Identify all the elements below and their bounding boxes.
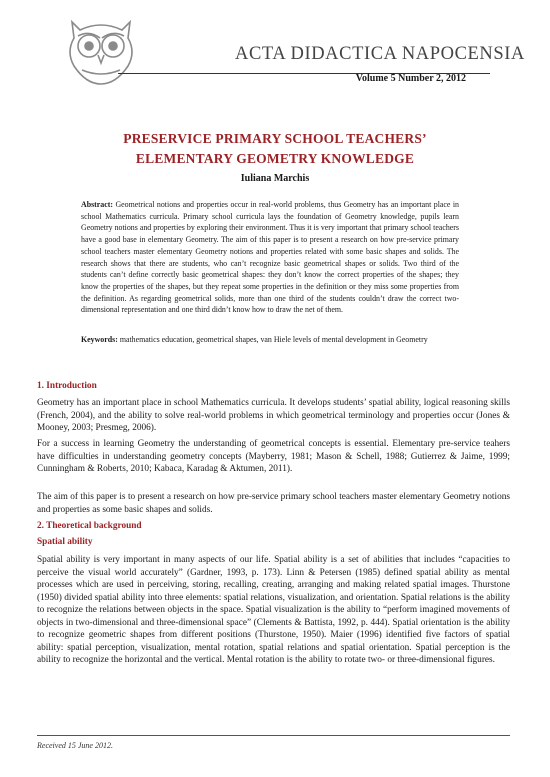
intro-paragraph-2: For a success in learning Geometry the understanding of geometrical concepts is essential. Elementary pre-service teahers have difficulties in understanding geometry concepts (Mayberry, 1981; Mason & Schell, 1988; Gutierrez & Jaime, 1999; Cunningham & Roberts, 2010; Kabaca, Karadag & Aktumen, 2011).	[37, 439, 510, 474]
intro-paragraph-1: Geometry has an important place in school Mathematics curricula. It develops students’ spatial ability, logical reasoning skills (French, 2004), and the ability to solve real-world problems in which geometrical terminology and properties occur (Jones & Mooney, 2003; Presmeg, 2006).	[37, 398, 510, 433]
keywords-label: Keywords:	[81, 335, 118, 344]
article-title-line1: PRESERVICE PRIMARY SCHOOL TEACHERS’	[123, 131, 427, 146]
author-name: Iuliana Marchis	[240, 173, 310, 184]
spatial-paragraph: Spatial ability is very important in many aspects of our life. Spatial ability is a set of abilities that includes “capacities to perceive the visual world accurately” (Gardner, 1993, p. 173). Linn & Petersen (1985) defined spatial ability as mental processes which are used in perceiving, storing, recalling, creating, arranging and making related spatial images. Thurstone (1950) divided spatial ability into three elements: spatial relations, visualization, and orientation. Spatial relations is the ability to recognize the relations between objects in the space. Spatial visualization is the ability to “perform imagined movements of objects in two-dimensional and three-dimensional space” (Clements & Battista, 1992, p. 444). Spatial orientation is the ability to recognize geometric shapes from different positions (Thurstone, 1950). Maier (1996) identified five factors of spatial ability: spatial perception, visualization, mental rotation, spatial relations and spatial orientation. Spatial perception is the ability to recognize the horizontal and the vertical. Mental rotation is the ability to rotate two- or three-dimensional figures.	[37, 555, 510, 665]
keywords	[81, 334, 459, 346]
subsection-heading-spatial: Spatial ability	[37, 537, 93, 547]
abstract-text: Geometrical notions and properties occur in real-world problems, thus Geometry has an important place in school Mathematics curricula. Primary school curricula lays the foundation of Geometry knowledge, pupils learn Geometry notions and properties by exploring their environment. Thus it is very important that primary school teachers have a good base in elementary Geometry. The aim of this paper is to present a research on how pre-service primary school teachers master elementary Geometry notions and properties related with some basic shapes and solids. The research shows that there are students, who can’t recognize basic geometrical shapes or solids. Two third of the students can’t define correctly basic geometrical shapes: they don’t know the correct properties of the shapes; they know the properties of the shapes, but they repeat some properties in the definition or they miss some properties from the definition. As regarding geometrical solids, more than one third of the students couldn’t draw the correct two-dimensional representation and one third didn’t know how to draw the net of them.	[81, 200, 459, 315]
intro-paragraph-3: The aim of this paper is to present a research on how pre-service primary school teachers master elementary Geometry notions and properties as some basic shapes and solids.	[37, 492, 510, 515]
footer-rule	[37, 735, 510, 736]
section-heading-theory: 2. Theoretical background	[37, 521, 142, 531]
article-title-line2: ELEMENTARY GEOMETRY KNOWLEDGE	[135, 151, 415, 166]
volume-info: Volume 5 Number 2, 2012	[355, 73, 466, 84]
section-heading-introduction: 1. Introduction	[37, 381, 97, 391]
journal-name: ACTA DIDACTICA NAPOCENSIA	[235, 44, 526, 64]
owl-logo-icon	[58, 8, 144, 88]
keywords-text: mathematics education, geometrical shapes, van Hiele levels of mental development in Geometry	[119, 335, 428, 344]
received-date: Received 15 June 2012.	[37, 741, 113, 750]
abstract-label: Abstract:	[81, 200, 113, 209]
abstract	[81, 199, 459, 316]
